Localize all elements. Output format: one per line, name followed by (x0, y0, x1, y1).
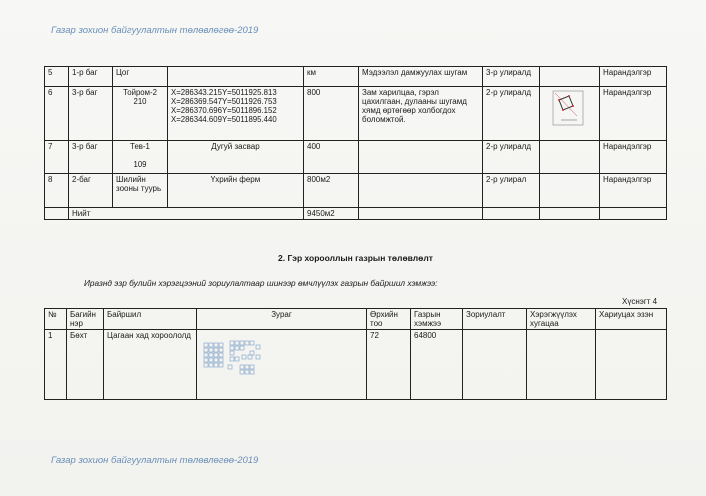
table-row (45, 87, 667, 141)
column-header: Хэрэгжүүлэх хугацаа (527, 309, 596, 330)
location: Цог (113, 67, 168, 87)
column-header: Өрхийн тоо (367, 309, 411, 330)
period: 2-р улиралд (483, 141, 540, 174)
empty-cell (483, 208, 540, 220)
size: 800 (304, 87, 359, 141)
note: Мэдээлэл дамжуулах шугам (359, 67, 483, 87)
section-title: 2. Гэр хорооллын газрын төлөвлөлт (278, 253, 433, 263)
empty-cell (540, 208, 600, 220)
location: Шилийн зооны туурь (113, 174, 168, 208)
total-row (45, 208, 667, 220)
settlement-plan-icon (200, 331, 320, 387)
table-row (45, 330, 667, 400)
bag-name: Бөхт (67, 330, 104, 400)
plan-table-1 (44, 66, 667, 220)
households: 72 (367, 330, 411, 400)
row-number: 8 (45, 174, 69, 208)
location: Тев-1 109 (113, 141, 168, 174)
purpose (463, 330, 527, 400)
table-row (45, 141, 667, 174)
header-row (45, 309, 667, 330)
row-number: 1 (45, 330, 67, 400)
bag-name: 3-р баг (69, 87, 113, 141)
description: Дугуй засвар (168, 141, 304, 174)
note (359, 141, 483, 174)
empty-cell (45, 208, 69, 220)
coordinates: X=286343.215Y=5011925.813 X=286369.547Y=5011926.753 X=286370.696Y=5011896.152 X=286344.609Y=5011895.440 (168, 87, 304, 141)
location: Тойром-2 210 (113, 87, 168, 141)
column-header: Хариуцах эзэн (596, 309, 667, 330)
size: км (304, 67, 359, 87)
responsible: Нарандэлгэр (600, 141, 667, 174)
table-row (45, 174, 667, 208)
column-header: Зураг (197, 309, 367, 330)
responsible: Нарандэлгэр (600, 87, 667, 141)
column-header: Газрын хэмжээ (411, 309, 463, 330)
responsible: Нарандэлгэр (600, 67, 667, 87)
table-number: Хүснэгт 4 (622, 297, 658, 306)
row-number: 5 (45, 67, 69, 87)
empty-cell (600, 208, 667, 220)
size: 400 (304, 141, 359, 174)
plan-table-2 (44, 308, 667, 400)
plot-sketch-icon (543, 88, 595, 136)
note: Зам харилцаа, гэрэл цахилгаан, дулааны шугамд хямд өртөгөөр холбогдох боломжтой. (359, 87, 483, 141)
bag-name: 1-р баг (69, 67, 113, 87)
image-cell (197, 330, 367, 400)
column-header: Багийн нэр (67, 309, 104, 330)
responsible: Нарандэлгэр (600, 174, 667, 208)
column-header: Зориулалт (463, 309, 527, 330)
table-row (45, 67, 667, 87)
running-header: Газар зохион байгуулалтын төлөвлөгөө-2019 (51, 25, 259, 36)
period: 2-р улирал (483, 174, 540, 208)
row-number: 6 (45, 87, 69, 141)
size: 800м2 (304, 174, 359, 208)
period: 2-р улиралд (483, 87, 540, 141)
responsible (596, 330, 667, 400)
total-value: 9450м2 (304, 208, 359, 220)
sketch (540, 67, 600, 87)
area: 64800 (411, 330, 463, 400)
empty-cell (359, 208, 483, 220)
sketch (540, 87, 600, 141)
row-number: 7 (45, 141, 69, 174)
sketch (540, 141, 600, 174)
location: Цагаан хад хороололд (104, 330, 197, 400)
description (168, 67, 304, 87)
period (527, 330, 596, 400)
bag-name: 2-баг (69, 174, 113, 208)
description: Үхрийн ферм (168, 174, 304, 208)
intro-text: Иразнд эзр булийн хэрэгцээний зориулалтаар шинээр өмчлүүлэх газрын байршил хэмжээ: (84, 278, 438, 288)
running-footer: Газар зохион байгуулалтын төлөвлөгөө-2019 (51, 455, 259, 466)
note (359, 174, 483, 208)
sketch (540, 174, 600, 208)
column-header: № (45, 309, 67, 330)
total-label: Нийт (69, 208, 304, 220)
bag-name: 3-р баг (69, 141, 113, 174)
period: 3-р улиралд (483, 67, 540, 87)
column-header: Байршил (104, 309, 197, 330)
